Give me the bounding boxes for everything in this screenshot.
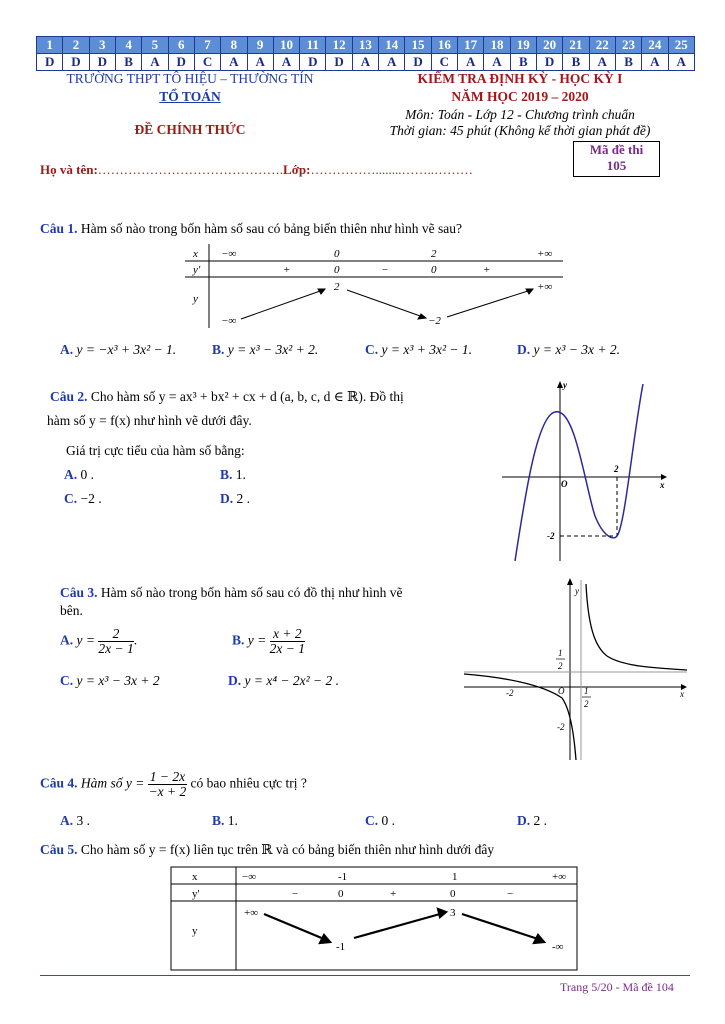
- question-3-label: Câu 3.: [60, 585, 98, 600]
- q2-x-label: x: [660, 480, 665, 490]
- q2-option-c[interactable]: C. −2 .: [64, 491, 102, 506]
- department: TỔ TOÁN: [159, 89, 221, 104]
- answer-grid: [36, 36, 695, 71]
- q1-arrowhead-1: [318, 289, 325, 294]
- q5-tbl-yp-5: −: [507, 888, 514, 900]
- question-1-text: Hàm số nào trong bốn hàm số sau có bảng biến thiên như hình vẽ sau?: [77, 221, 463, 236]
- question-2-label: Câu 2.: [50, 389, 88, 404]
- class-label: Lớp:: [283, 162, 311, 177]
- q5-tbl-x-posinf: +∞: [552, 871, 567, 883]
- q5-tbl-x-1: 1: [452, 871, 458, 883]
- q2-option-b[interactable]: B. 1.: [220, 467, 246, 482]
- q5-tbl-yp-4: 0: [450, 888, 456, 900]
- q2-graph: [497, 376, 672, 564]
- q3-x-half-den: 2: [584, 699, 589, 709]
- grid-answer: D: [405, 54, 431, 71]
- q1-tbl-yp-1: +: [283, 264, 291, 276]
- q1-tbl-y-1: −∞: [221, 315, 237, 327]
- name-dots: …………………………………….: [97, 162, 284, 177]
- grid-question-number: 12: [326, 37, 352, 54]
- q3-y-half-num: 1: [558, 648, 563, 658]
- q5-arrowhead-2: [438, 909, 446, 917]
- q5-arrow-down-1: [264, 914, 324, 939]
- q5-variation-table: [170, 866, 580, 972]
- q2-y-label: y: [563, 380, 567, 390]
- grid-question-number: 14: [379, 37, 405, 54]
- q1-option-b[interactable]: B. y = x³ − 3x² + 2.: [212, 342, 319, 357]
- q2-option-a[interactable]: A. 0 .: [64, 467, 94, 482]
- name-label: Họ và tên:: [40, 162, 98, 177]
- q1-tbl-x-posinf: +∞: [537, 248, 553, 260]
- q2-options: [64, 467, 364, 517]
- official-label: ĐỀ CHÍNH THỨC: [134, 122, 246, 137]
- q1-tbl-y-4: +∞: [537, 281, 553, 293]
- grid-question-number: 24: [642, 37, 668, 54]
- grid-answer: D: [168, 54, 194, 71]
- q1-tbl-yp-label: y': [193, 264, 201, 276]
- q5-arrow-up: [354, 914, 440, 938]
- q5-tbl-y-2: -1: [336, 941, 346, 953]
- q1-option-a[interactable]: A. y = −x³ + 3x² − 1.: [60, 342, 177, 357]
- q3-option-a[interactable]: A. y = $\frac{2}{2x - 1}$ .: [60, 626, 138, 656]
- grid-answer: A: [247, 54, 273, 71]
- grid-question-number: 3: [89, 37, 115, 54]
- student-info: [40, 162, 473, 178]
- exam-code-box: [573, 141, 660, 177]
- q3-x-label: x: [680, 689, 684, 699]
- q1-tbl-x-2: 2: [431, 248, 437, 260]
- question-4: [40, 770, 307, 799]
- q5-tbl-yp-label: y': [192, 888, 200, 900]
- q1-tbl-y-2: 2: [334, 281, 340, 293]
- question-5-label: Câu 5.: [40, 842, 78, 857]
- question-2: [47, 388, 470, 460]
- grid-question-number: 18: [484, 37, 510, 54]
- grid-answer: B: [115, 54, 141, 71]
- q1-variation-table: [185, 244, 565, 330]
- q1-tbl-yp-4: 0: [431, 264, 437, 276]
- question-1: [40, 220, 462, 238]
- grid-answer: C: [194, 54, 220, 71]
- grid-question-number: 21: [563, 37, 589, 54]
- question-2-text-1: Cho hàm số y = ax³ + bx² + cx + d (a, b, c, d ∈ ℝ). Đồ thị: [87, 389, 404, 404]
- q5-tbl-x-label: x: [192, 871, 198, 883]
- q5-arrowhead-3: [534, 935, 544, 943]
- grid-question-number: 20: [536, 37, 562, 54]
- grid-answer: B: [615, 54, 641, 71]
- q3-y-half-den: 2: [558, 661, 563, 671]
- q5-tbl-x-neginf: −∞: [242, 871, 257, 883]
- q5-arrow-down-2: [462, 914, 538, 939]
- grid-question-number: 17: [458, 37, 484, 54]
- q1-tbl-y-label: y: [193, 293, 198, 305]
- exam-title: KIỂM TRA ĐỊNH KỲ - HỌC KỲ I: [417, 71, 623, 86]
- grid-question-number: 10: [273, 37, 299, 54]
- q3-y-neg-label: -2: [557, 722, 565, 732]
- q3-x-half-num: 1: [584, 686, 589, 696]
- q1-option-d[interactable]: D. y = x³ − 3x + 2.: [517, 342, 620, 357]
- q1-tbl-x-label: x: [193, 248, 198, 260]
- q1-tbl-y-3: −2: [428, 315, 441, 327]
- q5-tbl-y-1: +∞: [244, 907, 259, 919]
- q5-arrowhead-1: [320, 935, 330, 943]
- grid-question-number: 4: [115, 37, 141, 54]
- grid-answer: A: [379, 54, 405, 71]
- q3-option-d[interactable]: D. y = x⁴ − 2x² − 2 .: [228, 673, 340, 688]
- q4-option-d[interactable]: D. 2 .: [517, 813, 547, 828]
- q3-y-label: y: [575, 586, 579, 596]
- q1-option-c[interactable]: C. y = x³ + 3x² − 1.: [365, 342, 473, 357]
- q5-tbl-y-4: -∞: [552, 941, 564, 953]
- q1-tbl-x-neginf: −∞: [221, 248, 237, 260]
- question-4-den: −x + 2: [148, 784, 187, 799]
- grid-answer: B: [510, 54, 536, 71]
- q3-option-c[interactable]: C. y = x³ − 3x + 2: [60, 673, 160, 688]
- q1-tbl-yp-5: +: [483, 264, 491, 276]
- grid-answer: D: [63, 54, 89, 71]
- q5-tbl-x-m1: -1: [338, 871, 348, 883]
- footer-divider: [40, 975, 690, 976]
- q4-option-a[interactable]: A. 3 .: [60, 813, 90, 828]
- q1-arrowhead-3: [526, 289, 533, 294]
- q1-tbl-yp-3: −: [381, 264, 389, 276]
- q1-tbl-x-0: 0: [334, 248, 340, 260]
- question-3-text-2: bên.: [60, 603, 83, 618]
- q1-tbl-yp-2: 0: [334, 264, 340, 276]
- question-4-num: 1 − 2x: [149, 769, 186, 784]
- q5-tbl-yp-1: −: [292, 888, 299, 900]
- q3-origin-label: O: [558, 686, 565, 696]
- grid-answer: A: [221, 54, 247, 71]
- grid-answer: A: [642, 54, 668, 71]
- q5-tbl-yp-2: 0: [338, 888, 344, 900]
- q5-tbl-y-label: y: [192, 925, 198, 937]
- grid-answer: D: [326, 54, 352, 71]
- grid-question-number: 23: [615, 37, 641, 54]
- grid-question-number: 16: [431, 37, 457, 54]
- exam-code-label: Mã đề thi: [589, 142, 644, 157]
- grid-answer: A: [484, 54, 510, 71]
- grid-answer: A: [273, 54, 299, 71]
- q5-tbl-yp-3: +: [390, 888, 397, 900]
- question-3-text-1: Hàm số nào trong bốn hàm số sau có đồ thị như hình vẽ: [97, 585, 403, 600]
- page-footer: Trang 5/20 - Mã đề 104: [560, 980, 674, 994]
- grid-answer: C: [431, 54, 457, 71]
- time-line: Thời gian: 45 phút (Không kể thời gian phát đề): [389, 123, 651, 138]
- grid-question-number: 9: [247, 37, 273, 54]
- grid-question-number: 13: [352, 37, 378, 54]
- q1-arrow-up-1: [241, 290, 323, 319]
- question-2-text-3: Giá trị cực tiểu của hàm số bằng:: [66, 443, 245, 458]
- question-1-label: Câu 1.: [40, 221, 78, 236]
- grid-answer: A: [458, 54, 484, 71]
- grid-question-number: 11: [300, 37, 326, 54]
- grid-answer: A: [589, 54, 615, 71]
- question-3: [60, 584, 450, 620]
- school-year: NĂM HỌC 2019 – 2020: [451, 89, 589, 104]
- q1-arrowhead-2: [418, 314, 426, 319]
- grid-answer: D: [300, 54, 326, 71]
- q2-option-d[interactable]: D. 2 .: [220, 491, 250, 506]
- q2-x-tick: 2: [614, 464, 619, 474]
- grid-answer: D: [536, 54, 562, 71]
- question-4-label: Câu 4.: [40, 775, 78, 791]
- q3-option-b[interactable]: B. y = $\frac{x + 2}{2x - 1}$: [232, 626, 305, 656]
- grid-answer: D: [37, 54, 63, 71]
- q3-graph: [462, 574, 692, 762]
- q3-x-neg-label: -2: [506, 688, 514, 698]
- subject-line: Môn: Toán - Lớp 12 - Chương trình chuẩn: [405, 107, 635, 122]
- grid-answer: A: [668, 54, 695, 71]
- grid-question-number: 25: [668, 37, 695, 54]
- q1-arrow-up-2: [447, 290, 531, 317]
- grid-question-number: 6: [168, 37, 194, 54]
- grid-question-number: 7: [194, 37, 220, 54]
- class-dots: ……………........……..………: [310, 162, 473, 177]
- question-5-text: Cho hàm số y = f(x) liên tục trên ℝ và có bảng biến thiên như hình dưới đây: [77, 842, 495, 857]
- grid-question-number: 8: [221, 37, 247, 54]
- grid-answer: A: [142, 54, 168, 71]
- grid-question-number: 22: [589, 37, 615, 54]
- question-4-pre: Hàm số y =: [77, 775, 145, 791]
- grid-answer: A: [352, 54, 378, 71]
- exam-code-value: 105: [606, 158, 627, 173]
- grid-question-number: 2: [63, 37, 89, 54]
- question-5: [40, 841, 494, 859]
- q4-option-c[interactable]: C. 0 .: [365, 813, 395, 828]
- q4-option-b[interactable]: B. 1.: [212, 813, 238, 828]
- grid-answer: B: [563, 54, 589, 71]
- q2-origin-label: O: [561, 479, 568, 489]
- q5-tbl-y-3: 3: [450, 907, 456, 919]
- grid-question-number: 19: [510, 37, 536, 54]
- q1-arrow-down: [347, 290, 423, 317]
- grid-question-number: 1: [37, 37, 63, 54]
- school-name: TRƯỜNG THPT TÔ HIỆU – THƯỜNG TÍN: [66, 71, 314, 86]
- q2-y-tick: -2: [547, 531, 555, 541]
- grid-question-number: 15: [405, 37, 431, 54]
- grid-answer: D: [89, 54, 115, 71]
- question-2-text-2: hàm số y = f(x) như hình vẽ dưới đây.: [47, 413, 252, 428]
- question-4-post: có bao nhiêu cực trị ?: [187, 775, 307, 791]
- grid-question-number: 5: [142, 37, 168, 54]
